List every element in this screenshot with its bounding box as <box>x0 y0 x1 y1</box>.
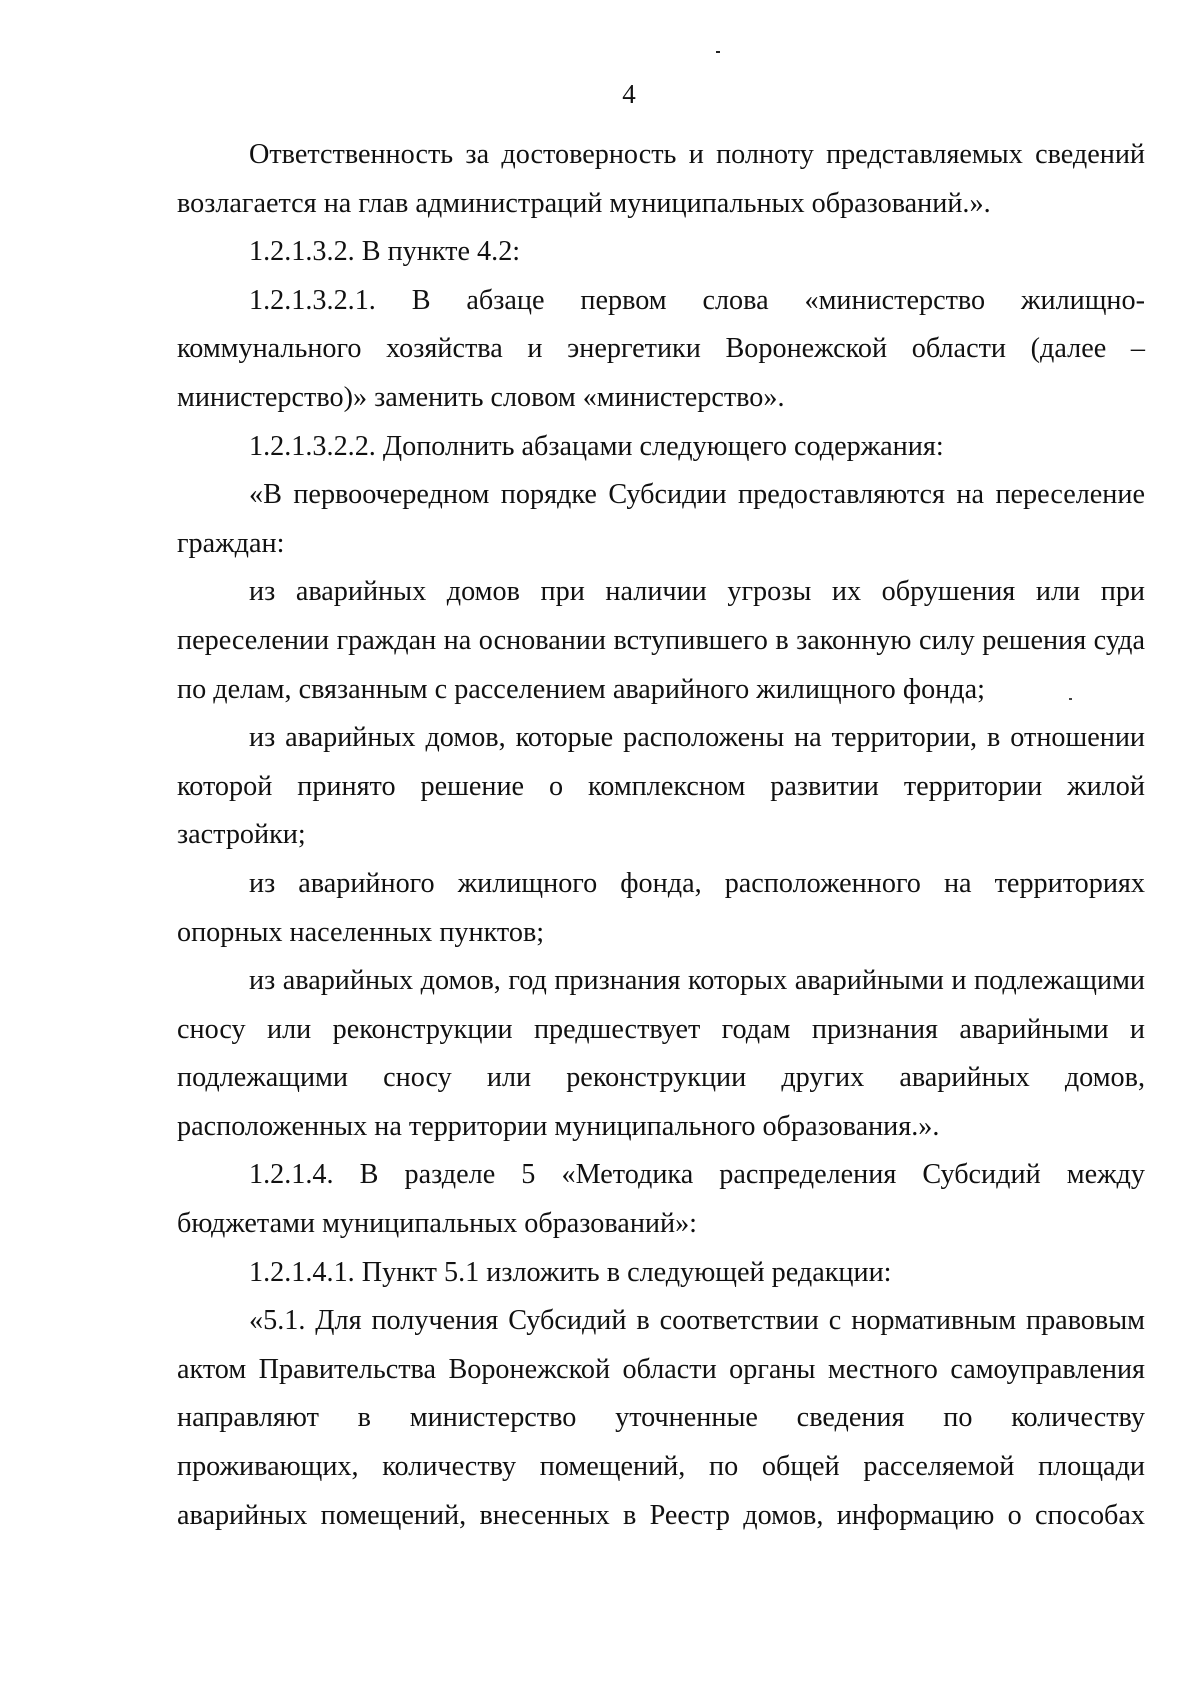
text-line: по делам, связанным с расселением аварийного жилищного фонда; <box>177 673 985 705</box>
paragraph <box>177 471 1145 568</box>
text-line: Ответственность за достоверность и полноту представляемых сведений <box>249 139 1145 170</box>
scan-artifact <box>716 51 720 53</box>
text-line: направляют в министерство уточненные сведения по количеству <box>177 1402 1145 1434</box>
text-line: проживающих, количеству помещений, по общей расселяемой площади <box>177 1451 1145 1483</box>
text-line: 1.2.1.3.2.2. Дополнить абзацами следующего содержания: <box>249 430 944 462</box>
text-line: расположенных на территории муниципального образования.». <box>177 1110 940 1142</box>
paragraph <box>177 1297 1145 1540</box>
paragraph <box>177 860 1145 957</box>
text-line: из аварийных домов при наличии угрозы их обрушения или при <box>249 576 1145 608</box>
text-line: «5.1. Для получения Субсидий в соответствии с нормативным правовым <box>249 1305 1145 1337</box>
text-line: 1.2.1.3.2.1. В абзаце первом слова «министерство жилищно- <box>249 284 1145 316</box>
text-line: опорных населенных пунктов; <box>177 916 545 948</box>
text-line: подлежащими сносу или реконструкции других аварийных домов, <box>177 1062 1145 1094</box>
text-line: 1.2.1.4. В разделе 5 «Методика распределения Субсидий между <box>249 1159 1145 1191</box>
document-body <box>177 131 1145 1540</box>
paragraph <box>177 423 1145 472</box>
text-line: граждан: <box>177 527 285 559</box>
text-line: актом Правительства Воронежской области органы местного самоуправления <box>177 1353 1145 1385</box>
paragraph <box>177 1249 1145 1298</box>
text-line: аварийных помещений, внесенных в Реестр домов, информацию о способах <box>177 1499 1145 1531</box>
text-line: которой принято решение о комплексном развитии территории жилой <box>177 770 1145 802</box>
text-line: застройки; <box>177 819 306 851</box>
text-line: «В первоочередном порядке Субсидии предоставляются на переселение <box>249 479 1145 511</box>
text-line: из аварийных домов, год признания которых аварийными и подлежащими <box>249 965 1145 997</box>
paragraph <box>177 228 1145 277</box>
paragraph <box>177 957 1145 1151</box>
text-line: коммунального хозяйства и энергетики Воронежской области (далее – <box>177 333 1145 365</box>
text-line: сносу или реконструкции предшествует годам признания аварийными и <box>177 1013 1145 1045</box>
text-line: министерство)» заменить словом «министерство». <box>177 381 785 413</box>
text-line: из аварийных домов, которые расположены на территории, в отношении <box>249 722 1145 754</box>
text-line: 1.2.1.3.2. В пункте 4.2: <box>249 236 521 268</box>
text-line: из аварийного жилищного фонда, расположенного на территориях <box>249 867 1145 899</box>
paragraph <box>177 714 1145 860</box>
text-line: 1.2.1.4.1. Пункт 5.1 изложить в следующей редакции: <box>249 1256 892 1288</box>
paragraph <box>177 131 1145 228</box>
paragraph <box>177 568 1145 714</box>
text-line: возлагается на глав администраций муниципальных образований.». <box>177 187 991 219</box>
paragraph <box>177 277 1145 423</box>
text-line: переселении граждан на основании вступившего в законную силу решения суда <box>177 624 1145 656</box>
page-number: 4 <box>622 79 636 109</box>
text-line: бюджетами муниципальных образований»: <box>177 1208 697 1240</box>
paragraph <box>177 1151 1145 1248</box>
